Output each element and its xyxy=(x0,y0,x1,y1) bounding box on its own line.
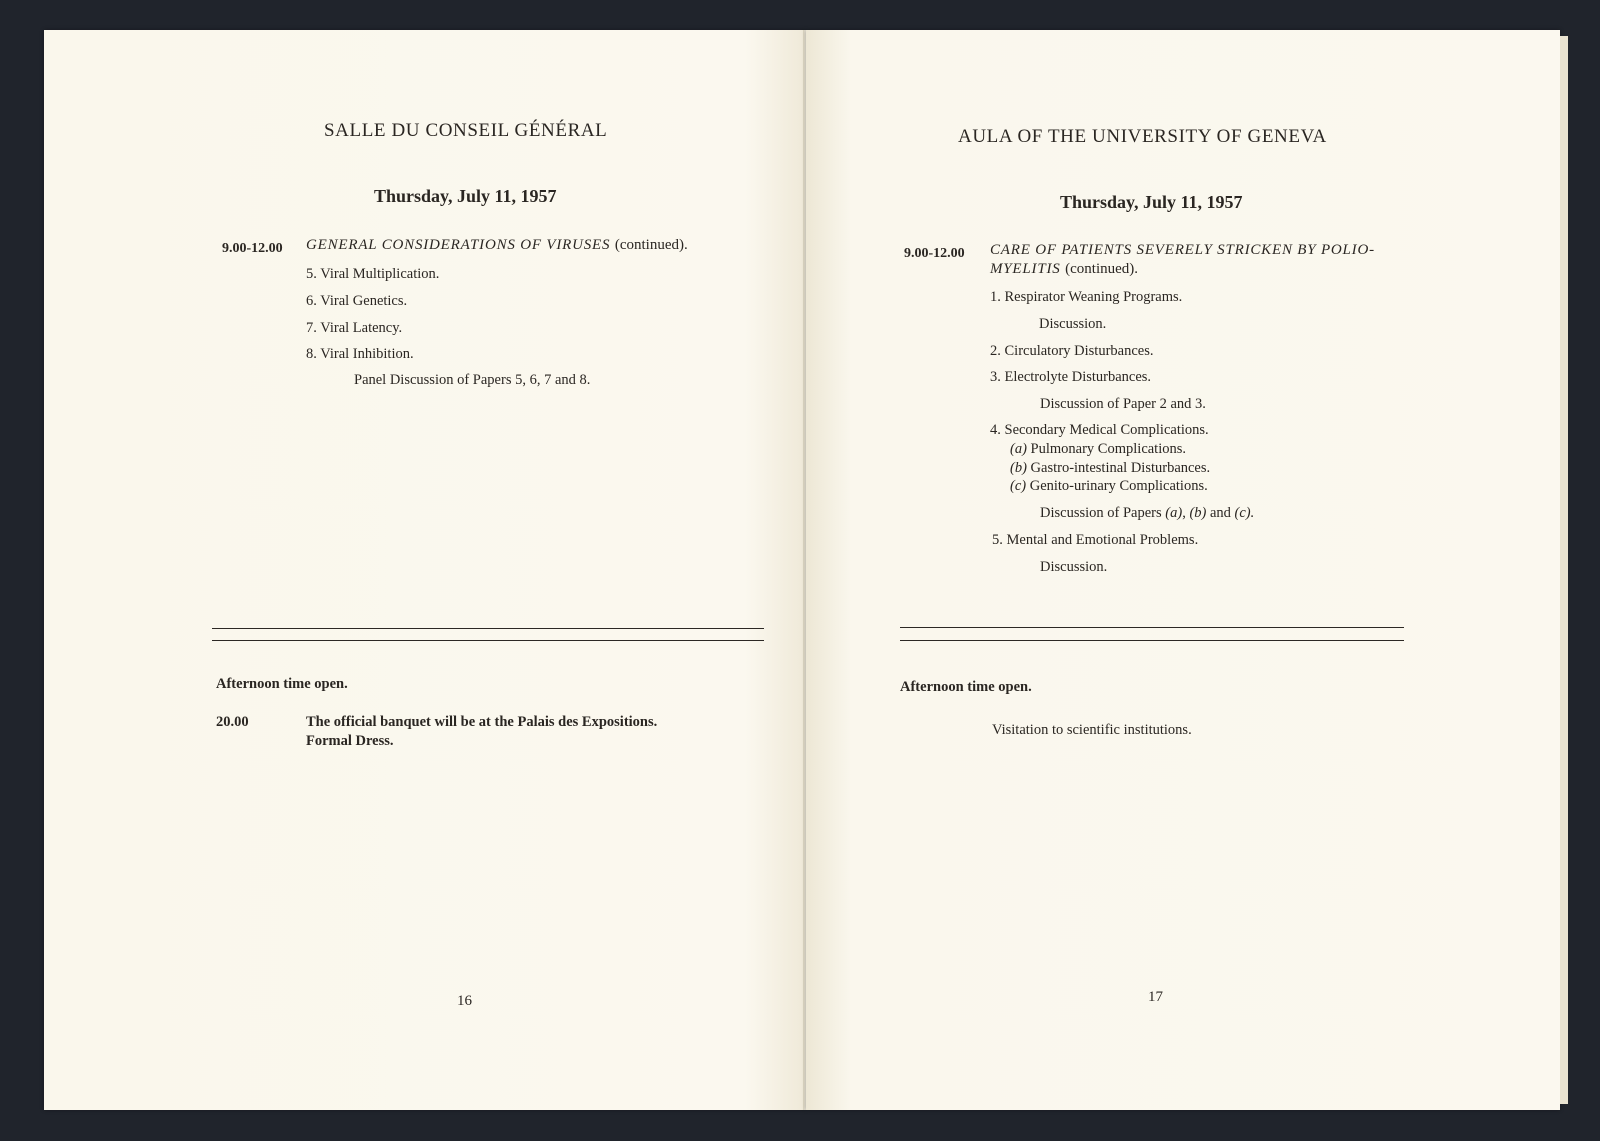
right-subitem-a xyxy=(1010,441,1186,458)
left-page xyxy=(44,30,806,1110)
right-item-3: 3. Electrolyte Disturbances. xyxy=(990,369,1152,385)
discussion-4-prefix: Discussion of Papers xyxy=(1040,505,1162,521)
right-afternoon-note: Afternoon time open. xyxy=(900,679,1032,695)
subitem-b-text: Gastro-intestinal Disturbances. xyxy=(1030,460,1211,476)
left-afternoon-note: Afternoon time open. xyxy=(216,676,348,692)
right-discussion-1: Discussion. xyxy=(1039,316,1107,332)
right-page xyxy=(806,30,1560,1110)
left-session-title xyxy=(306,237,688,254)
right-page-number: 17 xyxy=(1148,989,1163,1005)
left-item-6: 6. Viral Genetics. xyxy=(306,293,408,309)
right-item-1: 1. Respirator Weaning Programs. xyxy=(990,289,1183,305)
left-date-heading: Thursday, July 11, 1957 xyxy=(374,186,557,206)
left-session-title-text: GENERAL CONSIDERATIONS OF VIRUSES xyxy=(306,237,611,253)
left-item-8: 8. Viral Inhibition. xyxy=(306,346,414,362)
right-discussion-5: Discussion. xyxy=(1040,559,1108,575)
right-discussion-4 xyxy=(1040,505,1254,522)
left-page-number: 16 xyxy=(457,993,472,1009)
discussion-4-and: and xyxy=(1209,505,1231,521)
right-item-5: 5. Mental and Emotional Problems. xyxy=(992,532,1199,548)
right-item-2: 2. Circulatory Disturbances. xyxy=(990,343,1154,359)
discussion-4-sep: , xyxy=(1182,505,1186,521)
left-banquet-line: The official banquet will be at the Palais des Expositions. xyxy=(306,714,658,730)
right-divider-bottom xyxy=(900,640,1404,641)
right-visitation-note: Visitation to scientific institutions. xyxy=(992,722,1192,738)
discussion-4-b: (b) xyxy=(1189,505,1207,521)
right-session-title-line2 xyxy=(990,261,1138,278)
right-session-time: 9.00-12.00 xyxy=(904,246,965,261)
right-discussion-2-3: Discussion of Paper 2 and 3. xyxy=(1040,396,1206,412)
left-dress-line: Formal Dress. xyxy=(306,733,394,749)
left-item-7: 7. Viral Latency. xyxy=(306,320,403,336)
page-edge xyxy=(1560,36,1568,1104)
right-session-title-line1: CARE OF PATIENTS SEVERELY STRICKEN BY POLIO- xyxy=(990,242,1375,258)
left-session-suffix: (continued). xyxy=(614,237,688,253)
subitem-b-label: (b) xyxy=(1010,460,1027,476)
subitem-c-label: (c) xyxy=(1010,478,1027,494)
right-hall-title: AULA OF THE UNIVERSITY OF GENEVA xyxy=(958,126,1327,147)
left-panel-discussion: Panel Discussion of Papers 5, 6, 7 and 8. xyxy=(354,372,591,388)
left-item-5: 5. Viral Multiplication. xyxy=(306,266,440,282)
right-item-4: 4. Secondary Medical Complications. xyxy=(990,422,1209,438)
discussion-4-end: . xyxy=(1250,505,1255,521)
left-divider-bottom xyxy=(212,640,764,641)
left-hall-title: SALLE DU CONSEIL GÉNÉRAL xyxy=(324,120,608,141)
left-divider-top xyxy=(212,628,764,629)
discussion-4-c: (c) xyxy=(1234,505,1251,521)
discussion-4-a: (a) xyxy=(1165,505,1183,521)
subitem-a-text: Pulmonary Complications. xyxy=(1030,441,1187,457)
right-session-suffix: (continued). xyxy=(1065,261,1139,277)
right-date-heading: Thursday, July 11, 1957 xyxy=(1060,192,1243,212)
right-subitem-b xyxy=(1010,460,1210,477)
right-subitem-c xyxy=(1010,478,1208,495)
right-session-title-text: MYELITIS xyxy=(990,261,1061,277)
subitem-c-text: Genito-urinary Complications. xyxy=(1029,478,1208,494)
left-session-time: 9.00-12.00 xyxy=(222,241,283,256)
left-evening-time: 20.00 xyxy=(216,714,249,730)
right-divider-top xyxy=(900,627,1404,628)
subitem-a-label: (a) xyxy=(1010,441,1027,457)
